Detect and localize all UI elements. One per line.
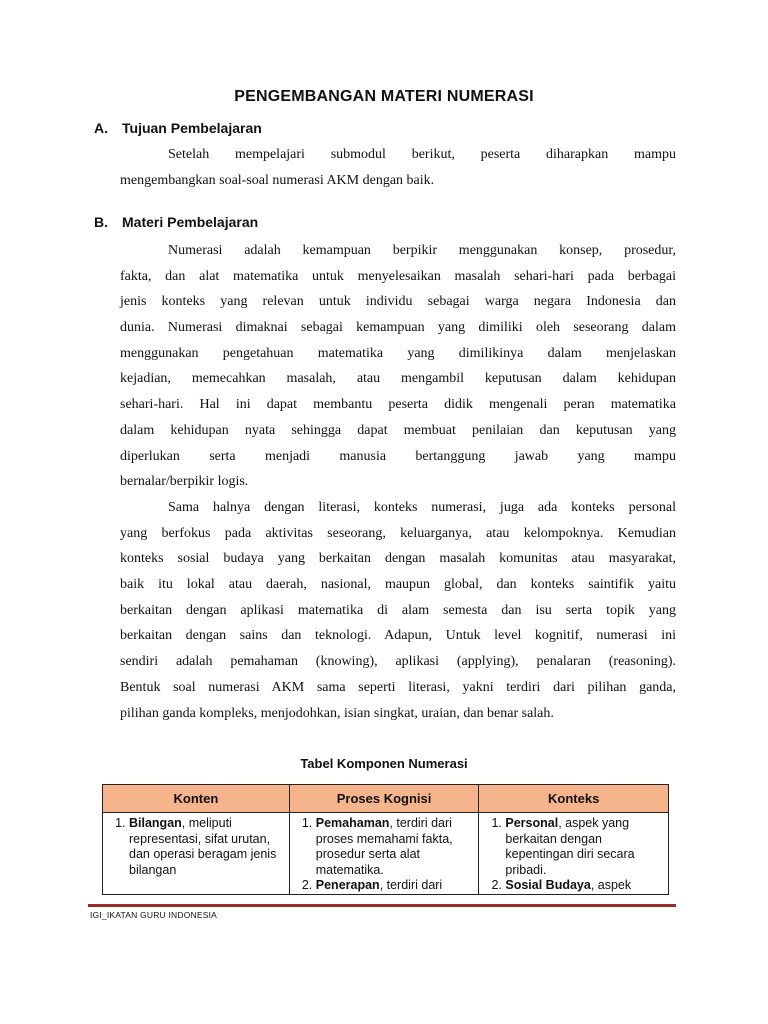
column-header-proses-kognisi: Proses Kognisi (289, 785, 479, 813)
paragraph-line: Setelah mempelajari submodul berikut, peserta diharapkan mampu (168, 147, 676, 162)
paragraph-line: Bentuk soal numerasi AKM sama seperti literasi, yakni terdiri dari pilihan ganda, (120, 679, 676, 695)
list-item: 1. Bilangan, meliputi representasi, sifat urutan, dan operasi beragam jenis bilangan (129, 816, 283, 878)
paragraph-line: kejadian, memecahkan masalah, atau mengambil keputusan dalam kehidupan (120, 371, 676, 387)
table-cell-konten (103, 813, 290, 895)
column-header-konteks: Konteks (479, 785, 669, 813)
page-footer: IGI_IKATAN GURU INDONESIA (90, 910, 218, 920)
section-b-paragraph-2 (120, 495, 676, 726)
paragraph-line: Numerasi adalah kemampuan berpikir menggunakan konsep, prosedur, (168, 243, 676, 258)
paragraph-line: berkaitan dengan sains dan teknologi. Adapun, Untuk level kognitif, numerasi ini (120, 628, 676, 644)
section-a-heading (94, 120, 262, 136)
paragraph-line: diperlukan serta menjadi manusia bertanggung jawab yang mampu (120, 448, 676, 464)
section-a-number: A. (94, 120, 108, 136)
paragraph-line: Sama halnya dengan literasi, konteks numerasi, juga ada konteks personal (168, 500, 676, 515)
paragraph-line: sendiri adalah pemahaman (knowing), aplikasi (applying), penalaran (reasoning). (120, 654, 676, 670)
table-title: Tabel Komponen Numerasi (300, 756, 468, 771)
paragraph-line: mengembangkan soal-soal numerasi AKM dengan baik. (120, 172, 435, 188)
column-header-konten: Konten (103, 785, 290, 813)
section-b-paragraph-1 (120, 238, 676, 495)
section-b-heading (94, 214, 258, 230)
section-b-number: B. (94, 214, 108, 230)
paragraph-line: dunia. Numerasi dimaknai sebagai kemampuan yang dimiliki oleh seseorang dalam (120, 320, 676, 336)
table-cell-proses-kognisi (289, 813, 479, 895)
list-item: 2. Penerapan, terdiri dari (316, 878, 473, 894)
paragraph-line: yang berfokus pada aktivitas seseorang, keluarganya, atau kelompoknya. Kemudian (120, 525, 676, 541)
section-a-paragraph (120, 142, 676, 193)
paragraph-line: konteks sosial budaya yang berkaitan dengan masalah komunitas atau masyarakat, (120, 551, 676, 567)
table-header-row (103, 785, 669, 813)
paragraph-line: pilihan ganda kompleks, menjodohkan, isian singkat, uraian, dan benar salah. (120, 705, 554, 721)
section-b-title: Materi Pembelajaran (122, 214, 259, 230)
page-title: PENGEMBANGAN MATERI NUMERASI (234, 88, 534, 105)
footer-divider (88, 904, 676, 907)
components-table (102, 784, 669, 895)
paragraph-line: bernalar/berpikir logis. (120, 474, 249, 490)
paragraph-line: baik itu lokal atau daerah, nasional, maupun global, dan konteks saintifik yaitu (120, 577, 676, 593)
table-cell-konteks (479, 813, 669, 895)
paragraph-line: jenis konteks yang relevan untuk individu sebagai warga negara Indonesia dan (120, 294, 676, 310)
paragraph-line: fakta, dan alat matematika untuk menyelesaikan masalah sehari-hari pada berbagai (120, 268, 676, 284)
paragraph-line: berkaitan dengan aplikasi matematika di alam semesta dan isu serta topik yang (120, 602, 676, 618)
paragraph-line: dalam kehidupan nyata sehingga dapat membuat penilaian dan keputusan yang (120, 422, 676, 438)
paragraph-line: menggunakan pengetahuan matematika yang dimilikinya dalam menjelaskan (120, 345, 676, 361)
list-item: 1. Personal, aspek yang berkaitan dengan kepentingan diri secara pribadi. (505, 816, 662, 878)
list-item: 2. Sosial Budaya, aspek (505, 878, 662, 894)
paragraph-line: sehari-hari. Hal ini dapat membantu peserta didik mengenali peran matematika (120, 397, 676, 413)
list-item: 1. Pemahaman, terdiri dari proses memahami fakta, prosedur serta alat matematika. (316, 816, 473, 878)
section-a-title: Tujuan Pembelajaran (122, 120, 262, 136)
table-row (103, 813, 669, 895)
